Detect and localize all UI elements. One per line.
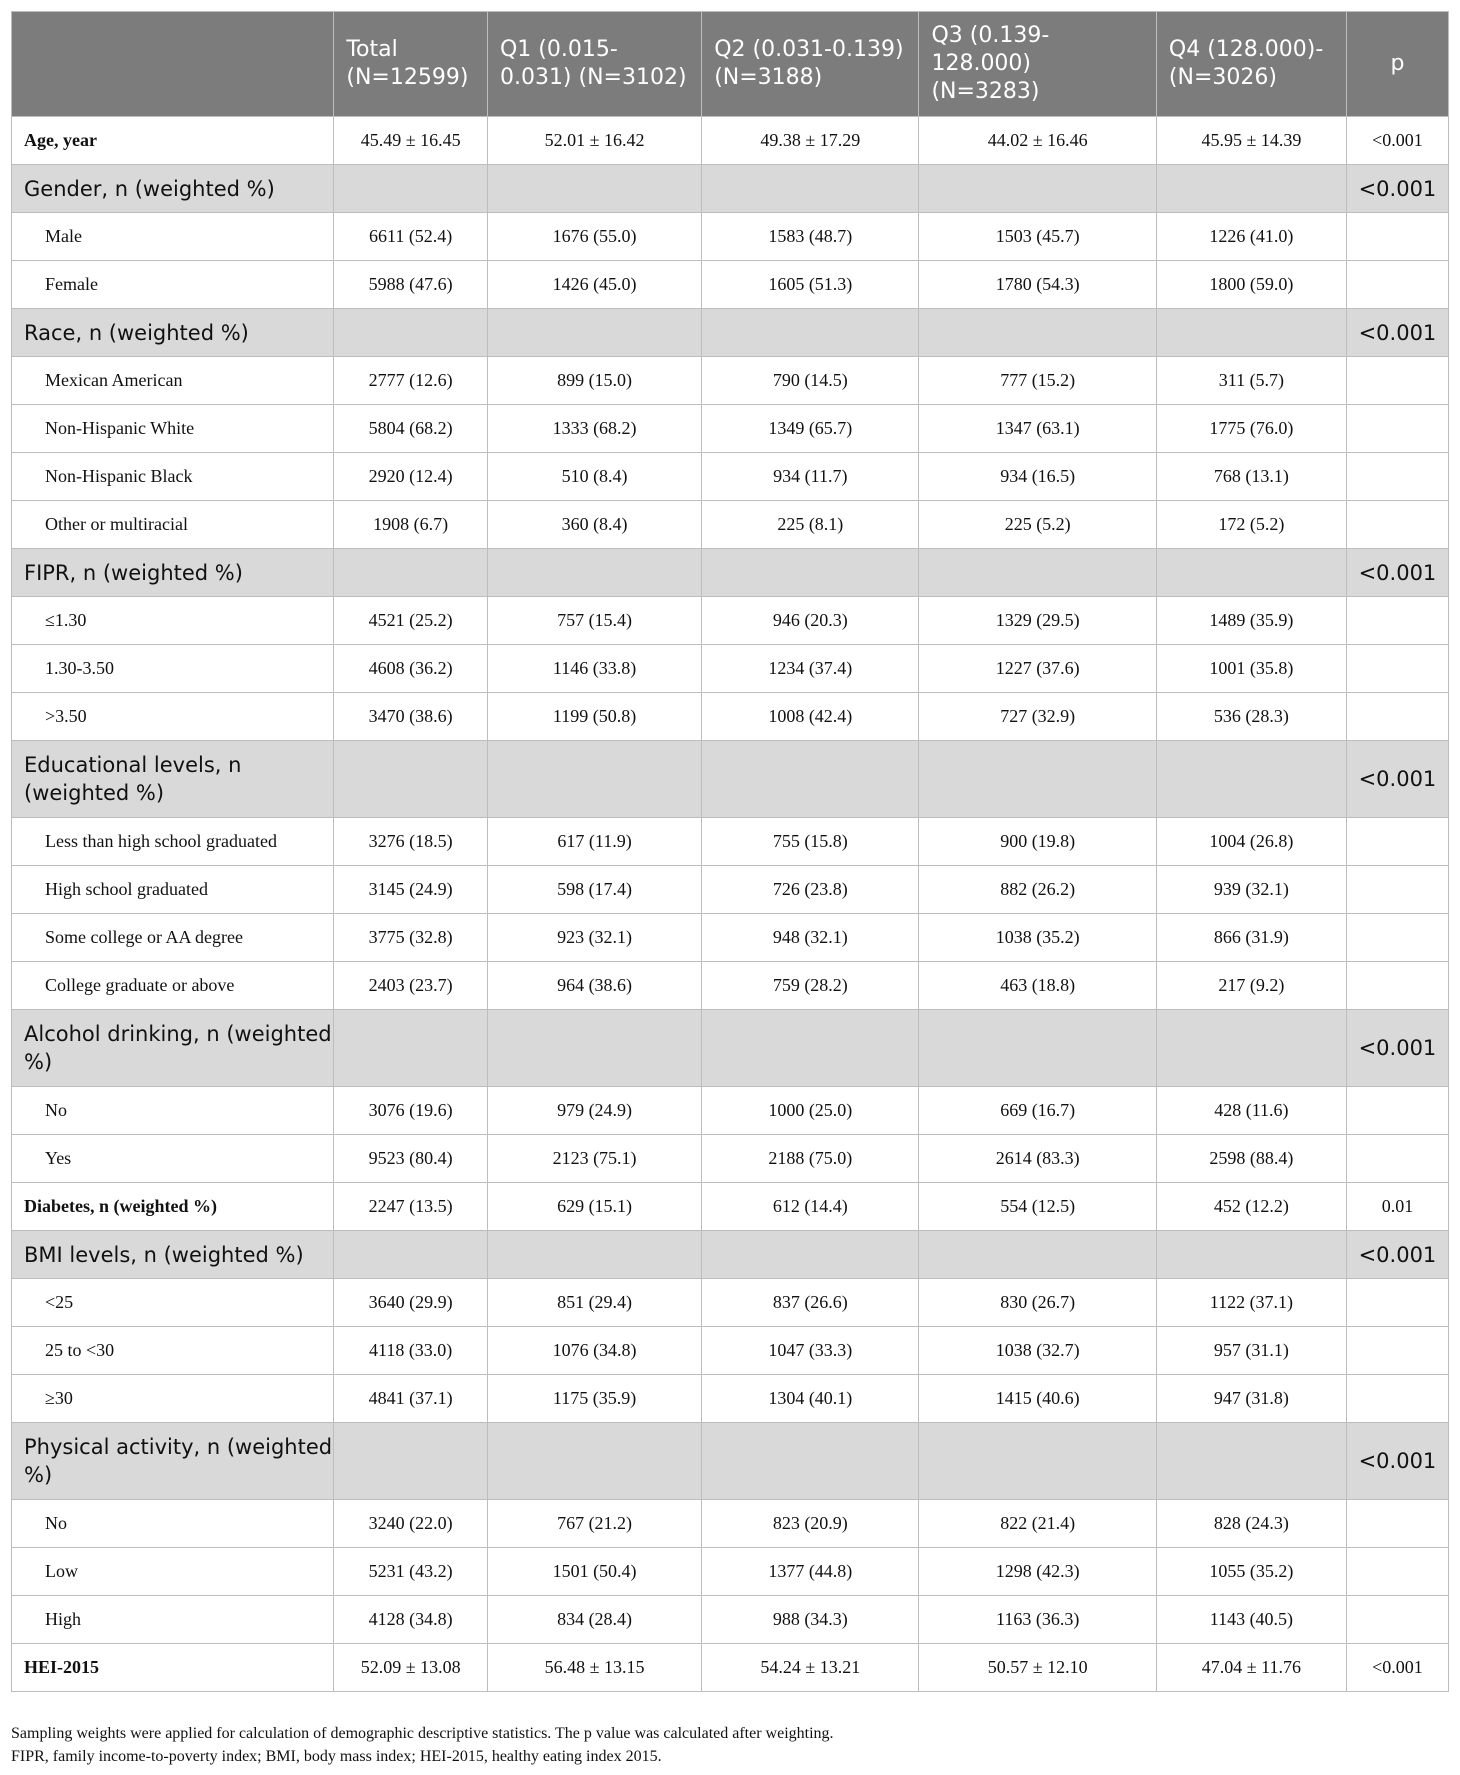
row-label: <25: [12, 1279, 334, 1327]
note-line: Sampling weights were applied for calculation of demographic descriptive statistics. The p value was calculated after weighting.: [11, 1725, 834, 1742]
value-cell: 1038 (32.7): [919, 1327, 1156, 1375]
row-label: High: [12, 1596, 334, 1644]
row-label: College graduate or above: [12, 962, 334, 1010]
table-row: [12, 818, 1449, 866]
value-cell: 4521 (25.2): [334, 597, 488, 645]
value-cell: 726 (23.8): [702, 866, 919, 914]
value-cell: [919, 741, 1156, 818]
value-cell: 727 (32.9): [919, 693, 1156, 741]
value-cell: [487, 165, 701, 213]
p-value-cell: [1346, 866, 1448, 914]
row-label: 1.30-3.50: [12, 645, 334, 693]
value-cell: 217 (9.2): [1156, 962, 1346, 1010]
row-label: Less than high school graduated: [12, 818, 334, 866]
value-cell: 3470 (38.6): [334, 693, 488, 741]
row-label: BMI levels, n (weighted %): [12, 1231, 334, 1279]
group-header-row: [12, 1423, 1449, 1500]
value-cell: 1583 (48.7): [702, 213, 919, 261]
row-label: 25 to <30: [12, 1327, 334, 1375]
p-value-cell: [1346, 1135, 1448, 1183]
p-value-cell: 0.01: [1346, 1183, 1448, 1231]
value-cell: 964 (38.6): [487, 962, 701, 1010]
row-label: Educational levels, n (weighted %): [12, 741, 334, 818]
value-cell: 768 (13.1): [1156, 453, 1346, 501]
header-cell-q2: Q2 (0.031-0.139) (N=3188): [702, 12, 919, 117]
value-cell: [1156, 549, 1346, 597]
value-cell: [919, 309, 1156, 357]
table-row: [12, 1279, 1449, 1327]
value-cell: [334, 1231, 488, 1279]
value-cell: 360 (8.4): [487, 501, 701, 549]
p-value-cell: [1346, 1279, 1448, 1327]
value-cell: 50.57 ± 12.10: [919, 1644, 1156, 1692]
value-cell: 2403 (23.7): [334, 962, 488, 1010]
value-cell: 1605 (51.3): [702, 261, 919, 309]
value-cell: 5804 (68.2): [334, 405, 488, 453]
row-label: Diabetes, n (weighted %): [12, 1183, 334, 1231]
value-cell: 1304 (40.1): [702, 1375, 919, 1423]
value-cell: [487, 1231, 701, 1279]
value-cell: 759 (28.2): [702, 962, 919, 1010]
p-value-cell: <0.001: [1346, 165, 1448, 213]
p-value-cell: <0.001: [1346, 309, 1448, 357]
value-cell: [702, 741, 919, 818]
row-label: Female: [12, 261, 334, 309]
table-row: [12, 261, 1449, 309]
p-value-cell: [1346, 962, 1448, 1010]
row-label: Gender, n (weighted %): [12, 165, 334, 213]
value-cell: 767 (21.2): [487, 1500, 701, 1548]
value-cell: 834 (28.4): [487, 1596, 701, 1644]
p-value-cell: <0.001: [1346, 741, 1448, 818]
value-cell: 1775 (76.0): [1156, 405, 1346, 453]
p-value-cell: [1346, 213, 1448, 261]
value-cell: [919, 1423, 1156, 1500]
value-cell: 777 (15.2): [919, 357, 1156, 405]
value-cell: 1143 (40.5): [1156, 1596, 1346, 1644]
value-cell: 172 (5.2): [1156, 501, 1346, 549]
value-cell: 1175 (35.9): [487, 1375, 701, 1423]
row-label: Low: [12, 1548, 334, 1596]
row-label: High school graduated: [12, 866, 334, 914]
value-cell: [487, 309, 701, 357]
value-cell: 1426 (45.0): [487, 261, 701, 309]
table-row: [12, 1135, 1449, 1183]
p-value-cell: [1346, 1500, 1448, 1548]
value-cell: [334, 741, 488, 818]
value-cell: 1234 (37.4): [702, 645, 919, 693]
value-cell: 899 (15.0): [487, 357, 701, 405]
value-cell: 2920 (12.4): [334, 453, 488, 501]
value-cell: [487, 549, 701, 597]
value-cell: 3775 (32.8): [334, 914, 488, 962]
row-label: Age, year: [12, 117, 334, 165]
table-row: [12, 1183, 1449, 1231]
value-cell: 1377 (44.8): [702, 1548, 919, 1596]
value-cell: 1008 (42.4): [702, 693, 919, 741]
value-cell: 2614 (83.3): [919, 1135, 1156, 1183]
value-cell: 1163 (36.3): [919, 1596, 1156, 1644]
value-cell: 1333 (68.2): [487, 405, 701, 453]
value-cell: 49.38 ± 17.29: [702, 117, 919, 165]
value-cell: 3145 (24.9): [334, 866, 488, 914]
p-value-cell: [1346, 1087, 1448, 1135]
value-cell: 1001 (35.8): [1156, 645, 1346, 693]
value-cell: [334, 1010, 488, 1087]
value-cell: 3640 (29.9): [334, 1279, 488, 1327]
table-row: [12, 1375, 1449, 1423]
value-cell: 5231 (43.2): [334, 1548, 488, 1596]
header-cell-q4: Q4 (128.000)-(N=3026): [1156, 12, 1346, 117]
table-row: [12, 962, 1449, 1010]
value-cell: 957 (31.1): [1156, 1327, 1346, 1375]
header-cell-total: Total (N=12599): [334, 12, 488, 117]
value-cell: 1038 (35.2): [919, 914, 1156, 962]
p-value-cell: <0.001: [1346, 549, 1448, 597]
value-cell: [702, 1231, 919, 1279]
group-header-row: [12, 741, 1449, 818]
value-cell: 1908 (6.7): [334, 501, 488, 549]
value-cell: 1146 (33.8): [487, 645, 701, 693]
value-cell: [1156, 165, 1346, 213]
value-cell: 4608 (36.2): [334, 645, 488, 693]
p-value-cell: [1346, 1596, 1448, 1644]
note-line: FIPR, family income-to-poverty index; BMI, body mass index; HEI-2015, healthy eating index 2015.: [11, 1748, 662, 1765]
row-label: No: [12, 1087, 334, 1135]
value-cell: 5988 (47.6): [334, 261, 488, 309]
value-cell: 56.48 ± 13.15: [487, 1644, 701, 1692]
value-cell: 463 (18.8): [919, 962, 1156, 1010]
value-cell: 934 (11.7): [702, 453, 919, 501]
p-value-cell: <0.001: [1346, 1010, 1448, 1087]
value-cell: 923 (32.1): [487, 914, 701, 962]
group-header-row: [12, 309, 1449, 357]
value-cell: 4128 (34.8): [334, 1596, 488, 1644]
value-cell: 882 (26.2): [919, 866, 1156, 914]
value-cell: 1055 (35.2): [1156, 1548, 1346, 1596]
value-cell: [919, 1010, 1156, 1087]
value-cell: 988 (34.3): [702, 1596, 919, 1644]
value-cell: 3276 (18.5): [334, 818, 488, 866]
value-cell: 2777 (12.6): [334, 357, 488, 405]
row-label: Race, n (weighted %): [12, 309, 334, 357]
value-cell: [487, 1010, 701, 1087]
row-label: Non-Hispanic Black: [12, 453, 334, 501]
value-cell: 790 (14.5): [702, 357, 919, 405]
value-cell: 1489 (35.9): [1156, 597, 1346, 645]
value-cell: 979 (24.9): [487, 1087, 701, 1135]
value-cell: 948 (32.1): [702, 914, 919, 962]
value-cell: [334, 309, 488, 357]
value-cell: [1156, 741, 1346, 818]
header-row: [12, 12, 1449, 117]
p-value-cell: <0.001: [1346, 1644, 1448, 1692]
value-cell: 452 (12.2): [1156, 1183, 1346, 1231]
value-cell: 554 (12.5): [919, 1183, 1156, 1231]
row-label: >3.50: [12, 693, 334, 741]
p-value-cell: [1346, 453, 1448, 501]
value-cell: 536 (28.3): [1156, 693, 1346, 741]
value-cell: 6611 (52.4): [334, 213, 488, 261]
value-cell: [334, 549, 488, 597]
value-cell: 45.95 ± 14.39: [1156, 117, 1346, 165]
table-row: [12, 914, 1449, 962]
row-label: Some college or AA degree: [12, 914, 334, 962]
table-row: [12, 645, 1449, 693]
value-cell: [702, 309, 919, 357]
value-cell: 755 (15.8): [702, 818, 919, 866]
value-cell: 2247 (13.5): [334, 1183, 488, 1231]
header-cell-q3: Q3 (0.139-128.000) (N=3283): [919, 12, 1156, 117]
row-label: FIPR, n (weighted %): [12, 549, 334, 597]
value-cell: 2123 (75.1): [487, 1135, 701, 1183]
value-cell: 1800 (59.0): [1156, 261, 1346, 309]
row-label: Physical activity, n (weighted %): [12, 1423, 334, 1500]
table-notes: [11, 1722, 1449, 1768]
value-cell: [334, 165, 488, 213]
value-cell: 757 (15.4): [487, 597, 701, 645]
value-cell: 1503 (45.7): [919, 213, 1156, 261]
value-cell: 225 (5.2): [919, 501, 1156, 549]
value-cell: 1676 (55.0): [487, 213, 701, 261]
p-value-cell: [1346, 645, 1448, 693]
value-cell: 598 (17.4): [487, 866, 701, 914]
value-cell: 1199 (50.8): [487, 693, 701, 741]
table-row: [12, 1327, 1449, 1375]
value-cell: 822 (21.4): [919, 1500, 1156, 1548]
table-row: [12, 117, 1449, 165]
p-value-cell: [1346, 818, 1448, 866]
value-cell: 510 (8.4): [487, 453, 701, 501]
table-body: [12, 117, 1449, 1692]
value-cell: 3240 (22.0): [334, 1500, 488, 1548]
p-value-cell: [1346, 693, 1448, 741]
row-label: Other or multiracial: [12, 501, 334, 549]
value-cell: 1298 (42.3): [919, 1548, 1156, 1596]
row-label: Mexican American: [12, 357, 334, 405]
value-cell: [1156, 1010, 1346, 1087]
value-cell: 1047 (33.3): [702, 1327, 919, 1375]
value-cell: 311 (5.7): [1156, 357, 1346, 405]
value-cell: 946 (20.3): [702, 597, 919, 645]
value-cell: [702, 165, 919, 213]
value-cell: [1156, 1423, 1346, 1500]
table-row: [12, 1596, 1449, 1644]
table-container: [11, 11, 1449, 1692]
value-cell: 837 (26.6): [702, 1279, 919, 1327]
table-row: [12, 501, 1449, 549]
value-cell: 52.09 ± 13.08: [334, 1644, 488, 1692]
value-cell: [1156, 1231, 1346, 1279]
p-value-cell: [1346, 1375, 1448, 1423]
table-row: [12, 405, 1449, 453]
value-cell: 3076 (19.6): [334, 1087, 488, 1135]
value-cell: 851 (29.4): [487, 1279, 701, 1327]
value-cell: 900 (19.8): [919, 818, 1156, 866]
table-row: [12, 597, 1449, 645]
value-cell: 1076 (34.8): [487, 1327, 701, 1375]
p-value-cell: <0.001: [1346, 117, 1448, 165]
value-cell: 52.01 ± 16.42: [487, 117, 701, 165]
p-value-cell: [1346, 914, 1448, 962]
value-cell: [487, 741, 701, 818]
row-label: No: [12, 1500, 334, 1548]
descriptive-statistics-table: [11, 11, 1449, 1692]
table-row: [12, 1644, 1449, 1692]
p-value-cell: [1346, 405, 1448, 453]
row-label: ≥30: [12, 1375, 334, 1423]
value-cell: 2598 (88.4): [1156, 1135, 1346, 1183]
value-cell: 1415 (40.6): [919, 1375, 1156, 1423]
row-label: Non-Hispanic White: [12, 405, 334, 453]
group-header-row: [12, 549, 1449, 597]
group-header-row: [12, 165, 1449, 213]
value-cell: 1501 (50.4): [487, 1548, 701, 1596]
value-cell: 44.02 ± 16.46: [919, 117, 1156, 165]
value-cell: 617 (11.9): [487, 818, 701, 866]
value-cell: [919, 1231, 1156, 1279]
value-cell: 939 (32.1): [1156, 866, 1346, 914]
row-label: HEI-2015: [12, 1644, 334, 1692]
table-row: [12, 866, 1449, 914]
value-cell: 54.24 ± 13.21: [702, 1644, 919, 1692]
row-label: Male: [12, 213, 334, 261]
value-cell: 1347 (63.1): [919, 405, 1156, 453]
value-cell: 2188 (75.0): [702, 1135, 919, 1183]
group-header-row: [12, 1010, 1449, 1087]
value-cell: 823 (20.9): [702, 1500, 919, 1548]
p-value-cell: [1346, 357, 1448, 405]
value-cell: 629 (15.1): [487, 1183, 701, 1231]
value-cell: [919, 549, 1156, 597]
table-row: [12, 1500, 1449, 1548]
row-label: ≤1.30: [12, 597, 334, 645]
value-cell: 428 (11.6): [1156, 1087, 1346, 1135]
row-label: Alcohol drinking, n (weighted %): [12, 1010, 334, 1087]
row-label: Yes: [12, 1135, 334, 1183]
value-cell: 866 (31.9): [1156, 914, 1346, 962]
p-value-cell: [1346, 597, 1448, 645]
value-cell: 225 (8.1): [702, 501, 919, 549]
value-cell: [1156, 309, 1346, 357]
value-cell: [334, 1423, 488, 1500]
table-row: [12, 693, 1449, 741]
value-cell: 9523 (80.4): [334, 1135, 488, 1183]
value-cell: [702, 549, 919, 597]
header-cell-q1: Q1 (0.015-0.031) (N=3102): [487, 12, 701, 117]
value-cell: 934 (16.5): [919, 453, 1156, 501]
value-cell: 1349 (65.7): [702, 405, 919, 453]
value-cell: 669 (16.7): [919, 1087, 1156, 1135]
table-row: [12, 357, 1449, 405]
table-row: [12, 1087, 1449, 1135]
value-cell: 4841 (37.1): [334, 1375, 488, 1423]
p-value-cell: [1346, 261, 1448, 309]
p-value-cell: [1346, 1548, 1448, 1596]
value-cell: 1227 (37.6): [919, 645, 1156, 693]
value-cell: 830 (26.7): [919, 1279, 1156, 1327]
header-cell-blank: [12, 12, 334, 117]
value-cell: [702, 1010, 919, 1087]
value-cell: 1780 (54.3): [919, 261, 1156, 309]
value-cell: [919, 165, 1156, 213]
group-header-row: [12, 1231, 1449, 1279]
value-cell: 1122 (37.1): [1156, 1279, 1346, 1327]
value-cell: 1000 (25.0): [702, 1087, 919, 1135]
value-cell: 1226 (41.0): [1156, 213, 1346, 261]
header-cell-p: p: [1346, 12, 1448, 117]
table-row: [12, 453, 1449, 501]
p-value-cell: <0.001: [1346, 1423, 1448, 1500]
value-cell: 1329 (29.5): [919, 597, 1156, 645]
value-cell: 4118 (33.0): [334, 1327, 488, 1375]
value-cell: 828 (24.3): [1156, 1500, 1346, 1548]
value-cell: 1004 (26.8): [1156, 818, 1346, 866]
p-value-cell: [1346, 1327, 1448, 1375]
table-row: [12, 1548, 1449, 1596]
value-cell: 612 (14.4): [702, 1183, 919, 1231]
p-value-cell: [1346, 501, 1448, 549]
table-row: [12, 213, 1449, 261]
value-cell: [702, 1423, 919, 1500]
p-value-cell: <0.001: [1346, 1231, 1448, 1279]
value-cell: 45.49 ± 16.45: [334, 117, 488, 165]
value-cell: 47.04 ± 11.76: [1156, 1644, 1346, 1692]
value-cell: 947 (31.8): [1156, 1375, 1346, 1423]
value-cell: [487, 1423, 701, 1500]
